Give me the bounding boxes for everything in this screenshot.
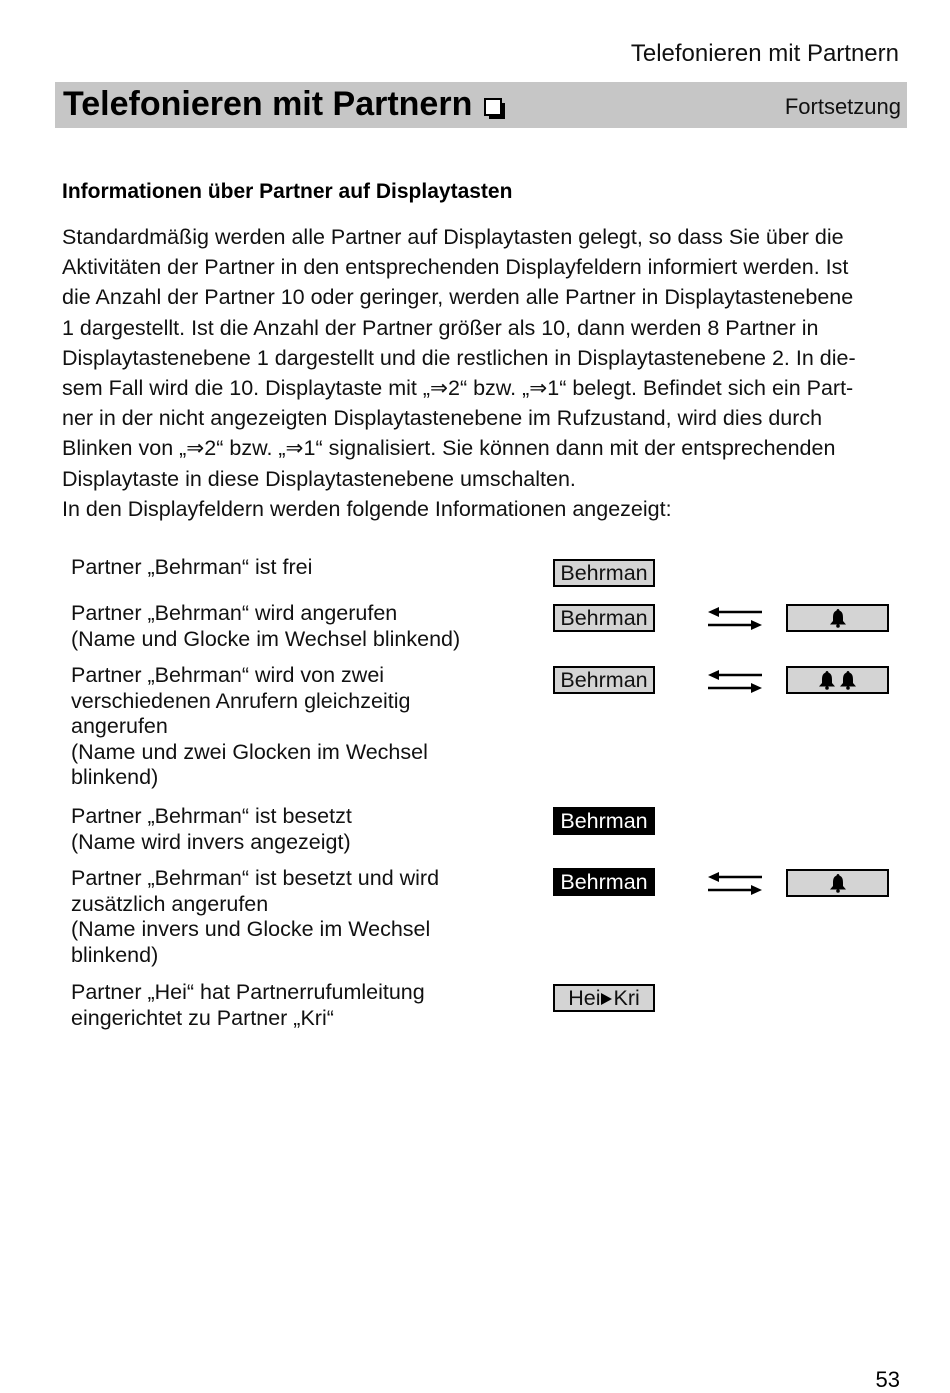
bell-icon [828,873,848,893]
row-desc-line: Partner „Behrman“ ist besetzt [71,804,352,828]
alternating-arrows-icon [707,604,763,632]
paragraph-line: Standardmäßig werden alle Partner auf Displaytasten gelegt, so dass Sie über die [62,225,844,249]
paragraph-line: In den Displayfeldern werden folgende Informationen angezeigt: [62,496,672,521]
title-bar [55,82,907,128]
forward-to-label: Kri [613,986,640,1010]
row-desc-line: Partner „Behrman“ wird von zwei [71,663,385,687]
display-key-called-twice: Behrman [553,666,655,694]
running-head: Telefonieren mit Partnern [630,40,899,67]
continuation-label: Fortsetzung [784,94,901,119]
alternating-arrows-icon [707,869,763,897]
bell-icon [838,670,858,690]
bell-display-field [786,604,889,632]
row-desc-line: angerufen [71,714,168,738]
row-desc-line: (Name wird invers angezeigt) [71,829,351,854]
page-number: 53 [875,1367,900,1392]
continuation-box-icon [484,98,502,116]
row-description-called-twice [71,663,531,791]
paragraph-line: ner in der nicht angezeigten Displaytastenebene im Rufzustand, wird dies durch [62,406,823,431]
row-desc-line: Partner „Hei“ hat Partnerrufumleitung [71,980,425,1004]
paragraph-line: 1 dargestellt. Ist die Anzahl der Partner größer als 10, dann werden 8 Partner in [62,315,819,340]
forward-from-label: Hei [568,986,601,1010]
row-description-called [71,601,531,652]
paragraph-line: Displaytaste in diese Displaytastenebene umschalten. [62,466,576,491]
paragraph-line: Displaytastenebene 1 dargestellt und die restlichen in Displaytastenebene 2. In die- [62,345,856,370]
bell-icon [817,670,837,690]
row-description-busy-called [71,866,531,968]
bell-icon [828,608,848,628]
row-desc-line: Partner „Behrman“ wird angerufen [71,601,398,625]
paragraph-line: sem Fall wird die 10. Displaytaste mit „⇒2“ bzw. „⇒1“ belegt. Befindet sich ein Part- [62,376,854,401]
display-key-called: Behrman [553,604,655,632]
paragraph-line: die Anzahl der Partner 10 oder geringer, werden alle Partner in Displaytastenebene [62,285,854,310]
row-desc-line: zusätzlich angerufen [71,891,269,916]
row-desc-line: (Name invers und Glocke im Wechsel [71,917,431,941]
row-description-forwarding [71,980,531,1031]
row-desc-line: Partner „Behrman“ ist frei [71,555,313,579]
section-heading: Informationen über Partner auf Displaytasten [62,180,513,203]
row-desc-line: (Name und zwei Glocken im Wechsel [71,739,428,764]
row-desc-line: blinkend) [71,765,159,789]
display-key-free: Behrman [553,559,655,587]
row-description-free [71,555,531,581]
triangle-right-icon [601,993,612,1005]
paragraph-line: Aktivitäten der Partner in den entsprechenden Displayfeldern informiert werden. Ist [62,255,849,280]
display-key-busy: Behrman [553,807,655,835]
row-desc-line: Partner „Behrman“ ist besetzt und wird [71,866,440,890]
body-paragraph [62,222,907,524]
row-desc-line: verschiedenen Anrufern gleichzeitig [71,688,411,713]
page-title-text: Telefonieren mit Partnern [63,85,473,123]
alternating-arrows-icon [707,667,763,695]
display-key-busy-called: Behrman [553,868,655,896]
row-desc-line: blinkend) [71,942,159,967]
display-key-forwarding [553,984,655,1012]
row-description-busy [71,804,531,855]
two-bells-display-field [786,666,889,694]
row-desc-line: (Name und Glocke im Wechsel blinkend) [71,626,461,651]
paragraph-line: Blinken von „⇒2“ bzw. „⇒1“ signalisiert. Sie können dann mit der entsprechenden [62,436,836,461]
row-desc-line: eingerichtet zu Partner „Kri“ [71,1005,334,1030]
bell-display-field [786,869,889,897]
page-title [63,85,502,124]
